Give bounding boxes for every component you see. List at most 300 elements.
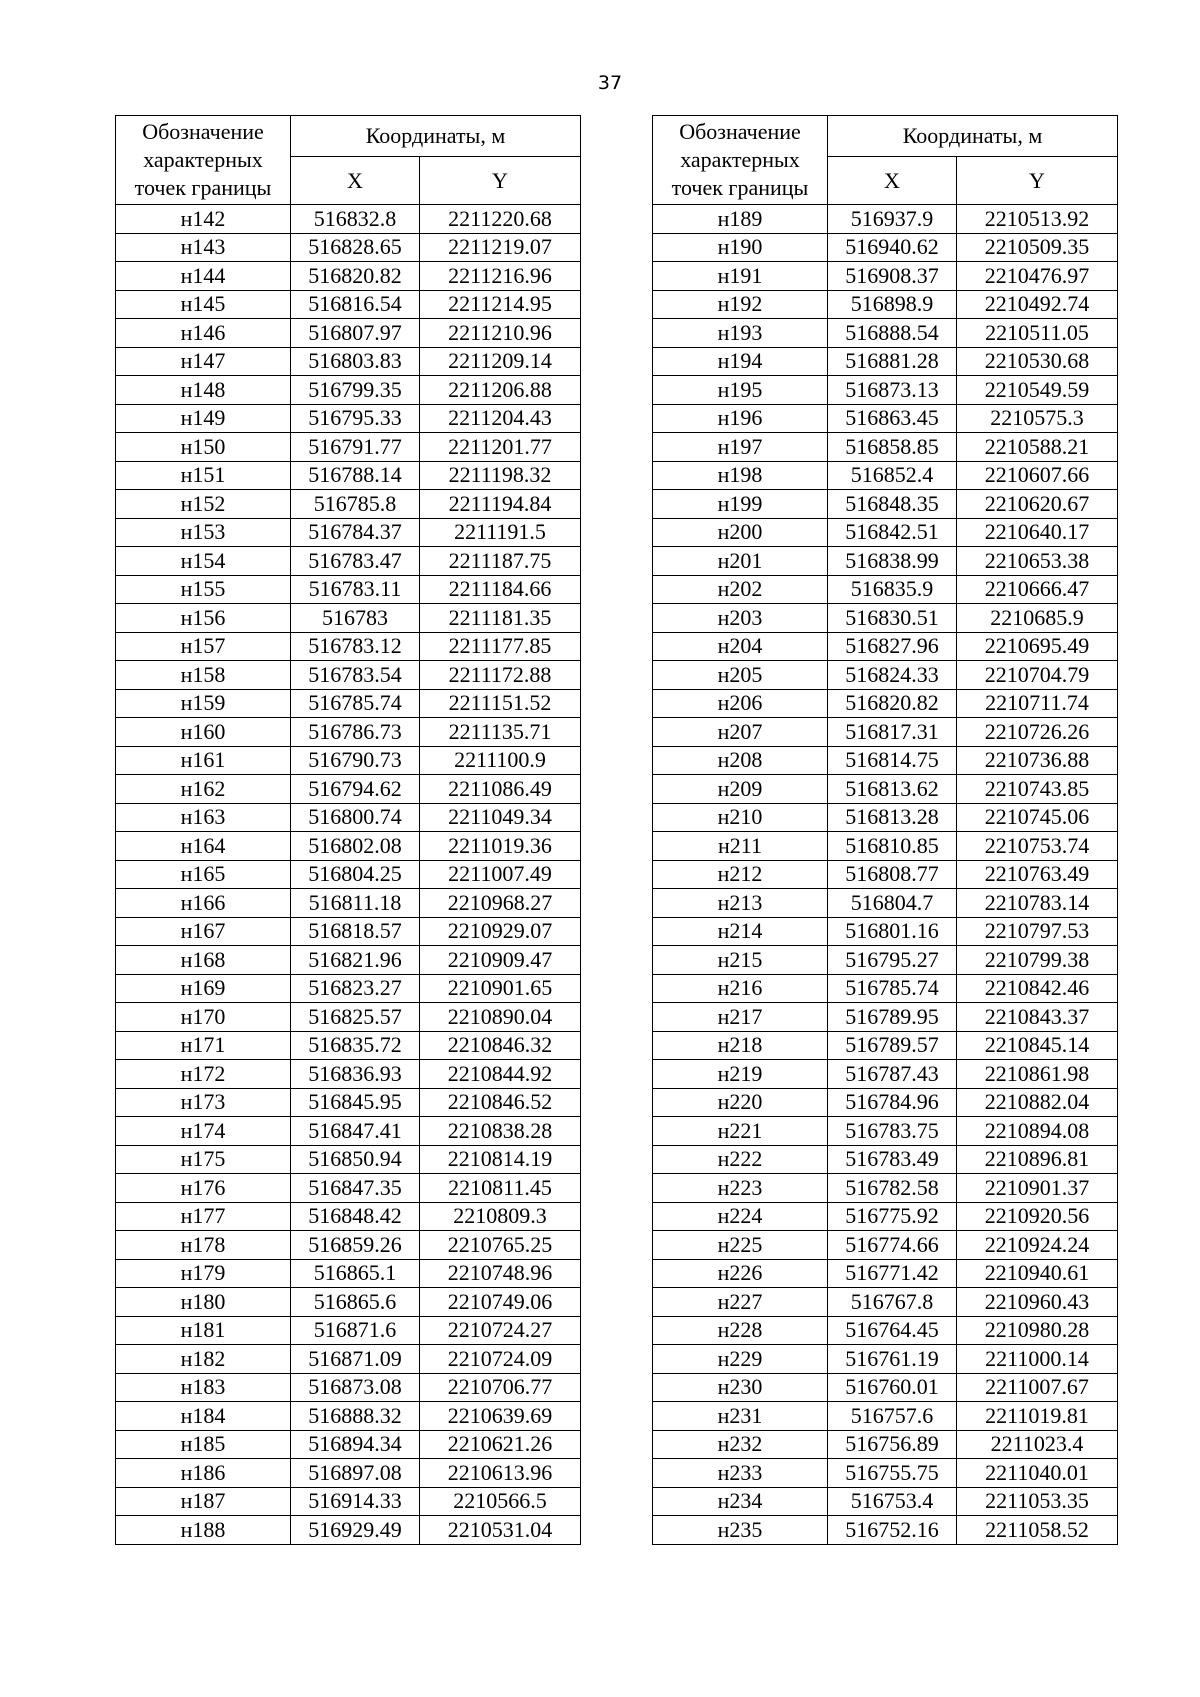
point-designation-cell: н164 — [116, 832, 291, 861]
x-coordinate-cell: 516842.51 — [828, 518, 957, 547]
x-coordinate-cell: 516783.54 — [291, 661, 420, 690]
y-coordinate-cell: 2210909.47 — [420, 946, 581, 975]
table-row — [116, 1316, 581, 1345]
point-designation-cell: н233 — [653, 1459, 828, 1488]
y-coordinate-cell: 2210588.21 — [957, 433, 1118, 462]
point-designation-cell: н186 — [116, 1459, 291, 1488]
point-designation-cell: н178 — [116, 1231, 291, 1260]
y-coordinate-cell: 2210685.9 — [957, 604, 1118, 633]
x-coordinate-cell: 516929.49 — [291, 1516, 420, 1545]
x-coordinate-cell: 516908.37 — [828, 262, 957, 291]
point-designation-cell: н206 — [653, 689, 828, 718]
point-designation-cell: н211 — [653, 832, 828, 861]
y-coordinate-cell: 2210620.67 — [957, 490, 1118, 519]
table-row — [116, 290, 581, 319]
table-row — [653, 205, 1118, 234]
point-designation-cell: н143 — [116, 233, 291, 262]
x-coordinate-cell: 516795.33 — [291, 404, 420, 433]
point-designation-cell: н199 — [653, 490, 828, 519]
y-coordinate-cell: 2210901.37 — [957, 1174, 1118, 1203]
table-row — [116, 889, 581, 918]
y-coordinate-cell: 2210724.09 — [420, 1345, 581, 1374]
table-row — [653, 319, 1118, 348]
table-row — [653, 547, 1118, 576]
y-coordinate-cell: 2211181.35 — [420, 604, 581, 633]
point-designation-cell: н208 — [653, 746, 828, 775]
x-coordinate-cell: 516783.75 — [828, 1117, 957, 1146]
point-designation-cell: н207 — [653, 718, 828, 747]
table-row — [116, 1288, 581, 1317]
table-row — [653, 1031, 1118, 1060]
table-row — [116, 746, 581, 775]
y-coordinate-cell: 2211007.67 — [957, 1373, 1118, 1402]
x-coordinate-cell: 516752.16 — [828, 1516, 957, 1545]
y-coordinate-cell: 2210513.92 — [957, 205, 1118, 234]
table-row — [116, 860, 581, 889]
table-row — [116, 433, 581, 462]
table-row — [116, 347, 581, 376]
table-row — [653, 889, 1118, 918]
table-row — [653, 233, 1118, 262]
table-row — [116, 661, 581, 690]
y-coordinate-cell: 2211100.9 — [420, 746, 581, 775]
table-row — [116, 1487, 581, 1516]
x-coordinate-cell: 516871.09 — [291, 1345, 420, 1374]
x-coordinate-cell: 516850.94 — [291, 1145, 420, 1174]
y-coordinate-cell: 2210736.88 — [957, 746, 1118, 775]
y-coordinate-cell: 2210929.07 — [420, 917, 581, 946]
table-row — [653, 433, 1118, 462]
y-coordinate-cell: 2210845.14 — [957, 1031, 1118, 1060]
point-designation-cell: н170 — [116, 1003, 291, 1032]
x-coordinate-cell: 516813.28 — [828, 803, 957, 832]
table-row — [116, 547, 581, 576]
x-coordinate-cell: 516848.35 — [828, 490, 957, 519]
table-row — [116, 575, 581, 604]
point-designation-cell: н213 — [653, 889, 828, 918]
y-coordinate-cell: 2210896.81 — [957, 1145, 1118, 1174]
x-coordinate-cell: 516757.6 — [828, 1402, 957, 1431]
table-row — [116, 205, 581, 234]
x-coordinate-cell: 516794.62 — [291, 775, 420, 804]
y-coordinate-cell: 2210704.79 — [957, 661, 1118, 690]
table-row — [653, 860, 1118, 889]
point-designation-cell: н180 — [116, 1288, 291, 1317]
point-designation-cell: н174 — [116, 1117, 291, 1146]
y-coordinate-cell: 2210509.35 — [957, 233, 1118, 262]
table-row — [653, 1117, 1118, 1146]
y-coordinate-cell: 2210476.97 — [957, 262, 1118, 291]
x-coordinate-cell: 516753.4 — [828, 1487, 957, 1516]
point-designation-cell: н158 — [116, 661, 291, 690]
y-coordinate-cell: 2210924.24 — [957, 1231, 1118, 1260]
y-coordinate-cell: 2211023.4 — [957, 1430, 1118, 1459]
x-coordinate-cell: 516785.74 — [291, 689, 420, 718]
y-coordinate-cell: 2211194.84 — [420, 490, 581, 519]
y-coordinate-cell: 2210846.32 — [420, 1031, 581, 1060]
point-designation-cell: н177 — [116, 1202, 291, 1231]
table-row — [116, 461, 581, 490]
x-coordinate-cell: 516835.9 — [828, 575, 957, 604]
table-row — [653, 1088, 1118, 1117]
x-coordinate-cell: 516835.72 — [291, 1031, 420, 1060]
table-row — [653, 376, 1118, 405]
table-row — [116, 1259, 581, 1288]
y-coordinate-cell: 2210811.45 — [420, 1174, 581, 1203]
point-designation-cell: н154 — [116, 547, 291, 576]
x-coordinate-cell: 516821.96 — [291, 946, 420, 975]
table-row — [116, 917, 581, 946]
point-designation-cell: н162 — [116, 775, 291, 804]
point-designation-cell: н168 — [116, 946, 291, 975]
y-coordinate-cell: 2211191.5 — [420, 518, 581, 547]
point-designation-cell: н142 — [116, 205, 291, 234]
table-row — [116, 1430, 581, 1459]
point-designation-cell: н227 — [653, 1288, 828, 1317]
y-coordinate-cell: 2210968.27 — [420, 889, 581, 918]
table-row — [116, 518, 581, 547]
point-designation-cell: н223 — [653, 1174, 828, 1203]
y-coordinate-cell: 2211201.77 — [420, 433, 581, 462]
point-designation-cell: н184 — [116, 1402, 291, 1431]
x-coordinate-cell: 516871.6 — [291, 1316, 420, 1345]
x-coordinate-cell: 516873.08 — [291, 1373, 420, 1402]
point-designation-cell: н234 — [653, 1487, 828, 1516]
point-designation-cell: н147 — [116, 347, 291, 376]
point-designation-cell: н176 — [116, 1174, 291, 1203]
x-coordinate-cell: 516808.77 — [828, 860, 957, 889]
point-designation-cell: н222 — [653, 1145, 828, 1174]
y-coordinate-cell: 2210901.65 — [420, 974, 581, 1003]
point-designation-cell: н185 — [116, 1430, 291, 1459]
table-row — [653, 290, 1118, 319]
y-coordinate-cell: 2210843.37 — [957, 1003, 1118, 1032]
x-coordinate-cell: 516894.34 — [291, 1430, 420, 1459]
y-coordinate-cell: 2210492.74 — [957, 290, 1118, 319]
table-row — [116, 604, 581, 633]
point-designation-cell: н231 — [653, 1402, 828, 1431]
point-designation-cell: н228 — [653, 1316, 828, 1345]
point-designation-cell: н148 — [116, 376, 291, 405]
y-coordinate-cell: 2211086.49 — [420, 775, 581, 804]
y-coordinate-cell: 2210980.28 — [957, 1316, 1118, 1345]
y-coordinate-cell: 2210894.08 — [957, 1117, 1118, 1146]
point-designation-cell: н173 — [116, 1088, 291, 1117]
x-coordinate-cell: 516803.83 — [291, 347, 420, 376]
table-row — [116, 1145, 581, 1174]
y-coordinate-cell: 2211209.14 — [420, 347, 581, 376]
table-row — [116, 1088, 581, 1117]
x-coordinate-cell: 516810.85 — [828, 832, 957, 861]
x-coordinate-cell: 516782.58 — [828, 1174, 957, 1203]
x-coordinate-cell: 516785.8 — [291, 490, 420, 519]
x-coordinate-cell: 516755.75 — [828, 1459, 957, 1488]
table-row — [116, 1117, 581, 1146]
x-coordinate-cell: 516761.19 — [828, 1345, 957, 1374]
x-coordinate-cell: 516756.89 — [828, 1430, 957, 1459]
table-row — [653, 1003, 1118, 1032]
header-x: X — [291, 157, 420, 205]
y-coordinate-cell: 2210745.06 — [957, 803, 1118, 832]
x-coordinate-cell: 516845.95 — [291, 1088, 420, 1117]
y-coordinate-cell: 2210882.04 — [957, 1088, 1118, 1117]
y-coordinate-cell: 2211187.75 — [420, 547, 581, 576]
y-coordinate-cell: 2210846.52 — [420, 1088, 581, 1117]
x-coordinate-cell: 516783.49 — [828, 1145, 957, 1174]
x-coordinate-cell: 516820.82 — [828, 689, 957, 718]
table-row — [653, 461, 1118, 490]
y-coordinate-cell: 2210566.5 — [420, 1487, 581, 1516]
x-coordinate-cell: 516827.96 — [828, 632, 957, 661]
y-coordinate-cell: 2210763.49 — [957, 860, 1118, 889]
table-row — [653, 661, 1118, 690]
point-designation-cell: н190 — [653, 233, 828, 262]
y-coordinate-cell: 2210749.06 — [420, 1288, 581, 1317]
point-designation-cell: н214 — [653, 917, 828, 946]
point-designation-cell: н145 — [116, 290, 291, 319]
y-coordinate-cell: 2211049.34 — [420, 803, 581, 832]
table-row — [653, 1459, 1118, 1488]
table-row — [653, 775, 1118, 804]
x-coordinate-cell: 516814.75 — [828, 746, 957, 775]
table-row — [653, 1259, 1118, 1288]
point-designation-cell: н200 — [653, 518, 828, 547]
y-coordinate-cell: 2211198.32 — [420, 461, 581, 490]
y-coordinate-cell: 2210890.04 — [420, 1003, 581, 1032]
x-coordinate-cell: 516823.27 — [291, 974, 420, 1003]
point-designation-cell: н189 — [653, 205, 828, 234]
table-row — [653, 946, 1118, 975]
x-coordinate-cell: 516760.01 — [828, 1373, 957, 1402]
point-designation-cell: н220 — [653, 1088, 828, 1117]
y-coordinate-cell: 2211220.68 — [420, 205, 581, 234]
table-row — [116, 775, 581, 804]
table-row — [116, 233, 581, 262]
y-coordinate-cell: 2210809.3 — [420, 1202, 581, 1231]
point-designation-cell: н188 — [116, 1516, 291, 1545]
y-coordinate-cell: 2210783.14 — [957, 889, 1118, 918]
y-coordinate-cell: 2210639.69 — [420, 1402, 581, 1431]
table-row — [653, 490, 1118, 519]
point-designation-cell: н166 — [116, 889, 291, 918]
y-coordinate-cell: 2210640.17 — [957, 518, 1118, 547]
point-designation-cell: н167 — [116, 917, 291, 946]
table-row — [653, 718, 1118, 747]
y-coordinate-cell: 2210920.56 — [957, 1202, 1118, 1231]
table-row — [653, 803, 1118, 832]
x-coordinate-cell: 516816.54 — [291, 290, 420, 319]
y-coordinate-cell: 2210621.26 — [420, 1430, 581, 1459]
table-row — [653, 746, 1118, 775]
point-designation-cell: н205 — [653, 661, 828, 690]
y-coordinate-cell: 2211058.52 — [957, 1516, 1118, 1545]
x-coordinate-cell: 516775.92 — [828, 1202, 957, 1231]
x-coordinate-cell: 516807.97 — [291, 319, 420, 348]
y-coordinate-cell: 2210743.85 — [957, 775, 1118, 804]
y-coordinate-cell: 2210748.96 — [420, 1259, 581, 1288]
point-designation-cell: н182 — [116, 1345, 291, 1374]
y-coordinate-cell: 2211216.96 — [420, 262, 581, 291]
point-designation-cell: н179 — [116, 1259, 291, 1288]
y-coordinate-cell: 2210765.25 — [420, 1231, 581, 1260]
y-coordinate-cell: 2210797.53 — [957, 917, 1118, 946]
x-coordinate-cell: 516859.26 — [291, 1231, 420, 1260]
x-coordinate-cell: 516767.8 — [828, 1288, 957, 1317]
x-coordinate-cell: 516818.57 — [291, 917, 420, 946]
table-row — [653, 1402, 1118, 1431]
point-designation-cell: н149 — [116, 404, 291, 433]
point-designation-cell: н163 — [116, 803, 291, 832]
table-row — [116, 718, 581, 747]
point-designation-cell: н201 — [653, 547, 828, 576]
x-coordinate-cell: 516785.74 — [828, 974, 957, 1003]
point-designation-cell: н230 — [653, 1373, 828, 1402]
x-coordinate-cell: 516804.7 — [828, 889, 957, 918]
table-row — [653, 347, 1118, 376]
x-coordinate-cell: 516789.95 — [828, 1003, 957, 1032]
y-coordinate-cell: 2210726.26 — [957, 718, 1118, 747]
table-row — [116, 1373, 581, 1402]
point-designation-cell: н172 — [116, 1060, 291, 1089]
y-coordinate-cell: 2210530.68 — [957, 347, 1118, 376]
x-coordinate-cell: 516795.27 — [828, 946, 957, 975]
y-coordinate-cell: 2211151.52 — [420, 689, 581, 718]
y-coordinate-cell: 2211214.95 — [420, 290, 581, 319]
point-designation-cell: н221 — [653, 1117, 828, 1146]
table-row — [653, 1174, 1118, 1203]
x-coordinate-cell: 516865.6 — [291, 1288, 420, 1317]
x-coordinate-cell: 516858.85 — [828, 433, 957, 462]
x-coordinate-cell: 516801.16 — [828, 917, 957, 946]
table-row — [653, 1430, 1118, 1459]
x-coordinate-cell: 516789.57 — [828, 1031, 957, 1060]
table-row — [116, 490, 581, 519]
table-row — [653, 518, 1118, 547]
table-row — [653, 689, 1118, 718]
table-row — [653, 1202, 1118, 1231]
point-designation-cell: н183 — [116, 1373, 291, 1402]
table-row — [653, 1060, 1118, 1089]
point-designation-cell: н229 — [653, 1345, 828, 1374]
coordinates-table-left — [115, 115, 581, 1545]
table-row — [653, 1316, 1118, 1345]
x-coordinate-cell: 516865.1 — [291, 1259, 420, 1288]
point-designation-cell: н210 — [653, 803, 828, 832]
x-coordinate-cell: 516820.82 — [291, 262, 420, 291]
x-coordinate-cell: 516847.41 — [291, 1117, 420, 1146]
header-coordinates: Координаты, м — [291, 116, 581, 157]
table-row — [653, 604, 1118, 633]
x-coordinate-cell: 516784.37 — [291, 518, 420, 547]
x-coordinate-cell: 516825.57 — [291, 1003, 420, 1032]
table-row — [653, 632, 1118, 661]
y-coordinate-cell: 2211053.35 — [957, 1487, 1118, 1516]
point-designation-cell: н204 — [653, 632, 828, 661]
y-coordinate-cell: 2210861.98 — [957, 1060, 1118, 1089]
table-row — [116, 1031, 581, 1060]
point-designation-cell: н161 — [116, 746, 291, 775]
table-body-left — [116, 205, 581, 1545]
point-designation-cell: н151 — [116, 461, 291, 490]
point-designation-cell: н165 — [116, 860, 291, 889]
header-coordinates: Координаты, м — [828, 116, 1118, 157]
table-row — [116, 1345, 581, 1374]
table-row — [116, 1516, 581, 1545]
table-row — [653, 1373, 1118, 1402]
table-row — [653, 575, 1118, 604]
x-coordinate-cell: 516847.35 — [291, 1174, 420, 1203]
point-designation-cell: н193 — [653, 319, 828, 348]
point-designation-cell: н155 — [116, 575, 291, 604]
y-coordinate-cell: 2211206.88 — [420, 376, 581, 405]
y-coordinate-cell: 2210753.74 — [957, 832, 1118, 861]
y-coordinate-cell: 2210706.77 — [420, 1373, 581, 1402]
table-row — [653, 917, 1118, 946]
table-row — [116, 1003, 581, 1032]
point-designation-cell: н212 — [653, 860, 828, 889]
x-coordinate-cell: 516863.45 — [828, 404, 957, 433]
x-coordinate-cell: 516888.54 — [828, 319, 957, 348]
table-row — [653, 1345, 1118, 1374]
x-coordinate-cell: 516802.08 — [291, 832, 420, 861]
point-designation-cell: н209 — [653, 775, 828, 804]
y-coordinate-cell: 2211135.71 — [420, 718, 581, 747]
y-coordinate-cell: 2211184.66 — [420, 575, 581, 604]
table-body-right — [653, 205, 1118, 1545]
y-coordinate-cell: 2211019.36 — [420, 832, 581, 861]
x-coordinate-cell: 516784.96 — [828, 1088, 957, 1117]
table-row — [116, 1459, 581, 1488]
point-designation-cell: н203 — [653, 604, 828, 633]
point-designation-cell: н159 — [116, 689, 291, 718]
point-designation-cell: н191 — [653, 262, 828, 291]
point-designation-cell: н156 — [116, 604, 291, 633]
x-coordinate-cell: 516786.73 — [291, 718, 420, 747]
y-coordinate-cell: 2210814.19 — [420, 1145, 581, 1174]
point-designation-cell: н169 — [116, 974, 291, 1003]
x-coordinate-cell: 516852.4 — [828, 461, 957, 490]
point-designation-cell: н196 — [653, 404, 828, 433]
x-coordinate-cell: 516787.43 — [828, 1060, 957, 1089]
x-coordinate-cell: 516790.73 — [291, 746, 420, 775]
y-coordinate-cell: 2211040.01 — [957, 1459, 1118, 1488]
table-row — [116, 262, 581, 291]
point-designation-cell: н187 — [116, 1487, 291, 1516]
table-row — [116, 1402, 581, 1431]
point-designation-cell: н195 — [653, 376, 828, 405]
table-row — [653, 1516, 1118, 1545]
point-designation-cell: н175 — [116, 1145, 291, 1174]
point-designation-cell: н192 — [653, 290, 828, 319]
table-row — [653, 1288, 1118, 1317]
table-row — [653, 1145, 1118, 1174]
point-designation-cell: н216 — [653, 974, 828, 1003]
x-coordinate-cell: 516764.45 — [828, 1316, 957, 1345]
point-designation-cell: н235 — [653, 1516, 828, 1545]
point-designation-cell: н194 — [653, 347, 828, 376]
point-designation-cell: н202 — [653, 575, 828, 604]
x-coordinate-cell: 516817.31 — [828, 718, 957, 747]
table-row — [116, 1060, 581, 1089]
point-designation-cell: н215 — [653, 946, 828, 975]
x-coordinate-cell: 516937.9 — [828, 205, 957, 234]
x-coordinate-cell: 516783.47 — [291, 547, 420, 576]
y-coordinate-cell: 2210511.05 — [957, 319, 1118, 348]
table-row — [116, 1174, 581, 1203]
point-designation-cell: н171 — [116, 1031, 291, 1060]
header-designation: Обозначение характерных точек границы — [653, 116, 828, 205]
x-coordinate-cell: 516828.65 — [291, 233, 420, 262]
